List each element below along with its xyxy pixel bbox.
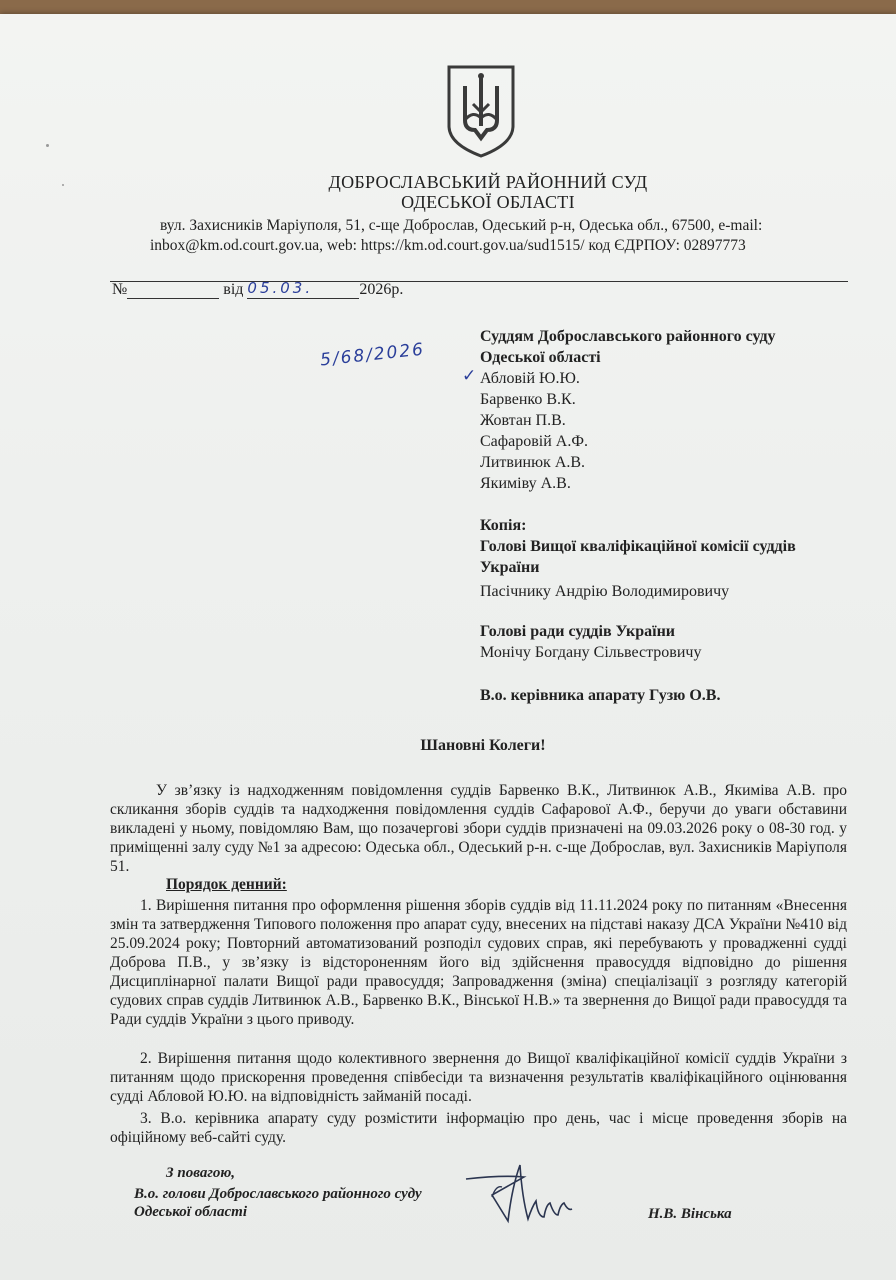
judge-name: Литвинюк А.В.: [480, 454, 586, 471]
copy3-title: В.о. керівника апарату Гузю О.В.: [480, 687, 721, 704]
judge-name: Абловій Ю.Ю.: [480, 370, 580, 387]
addressee-region: Одеської області: [480, 349, 601, 366]
copy1-title-cont: України: [480, 559, 540, 576]
body-paragraph: У зв’язку із надходженням повідомлення суддів Барвенко В.К., Литвинюк А.В., Якиміва А.В. про скликання зборів суддів та надходження повідомлення суддів Сафарової А.Ф., беручи до уваги обставини викладені у ньому, повідомляю Вам, що позачергові збори суддів призначені на 09.03.2026 року о 08-30 год. у приміщенні залу суду №1 за адресою: Одеська обл., Одеський р-н. с-ще Доброслав, вул. Захисників Маріуполя 51.: [110, 782, 847, 875]
date-blank: [247, 279, 359, 299]
agenda-item-1: 1. Вирішення питання про оформлення рішення зборів суддів від 11.11.2024 року по питанням «Внесення змін та затвердження Типового положення про апарат суду, внесених на підставі наказу ДСА України №410 від 25.09.2024 року; Повторний автоматизований розподіл судових справ, які перебувають у провадженні судді Доброва П.В., у зв’язку із відстороненням його від здійснення правосуддя відповідно до рішення Дисциплінарної палати Вищої ради правосуддя; Запровадження (зміна) спеціалізації з розгляду категорій судових справ суддів Литвинюк А.В., Барвенко В.К., Вінської Н.В.» та звернення до Вищої ради правосуддя та Ради суддів України з цього приводу.: [110, 897, 847, 1028]
document-number-line: [112, 279, 403, 299]
signer-position: В.о. голови Доброславського районного суду: [134, 1186, 422, 1202]
copy2-name: Монічу Богдану Сільвестровичу: [480, 644, 702, 661]
greeting: Шановні Колеги!: [420, 737, 546, 754]
copy1-title: Голові Вищої кваліфікаційної комісії суддів: [480, 538, 796, 555]
copy1-name: Пасічнику Андрію Володимировичу: [480, 583, 730, 600]
year-label: 2026р.: [359, 281, 404, 298]
court-name: ДОБРОСЛАВСЬКИЙ РАЙОННИЙ СУД: [328, 172, 648, 192]
document-page: [0, 14, 896, 1280]
addressee-block: [480, 326, 796, 706]
judge-name: Жовтан П.В.: [480, 412, 566, 429]
number-blank: [127, 280, 219, 299]
judge-name: Барвенко В.К.: [480, 391, 576, 408]
handwritten-date: 05.03.: [247, 279, 314, 297]
agenda-title: Порядок денний:: [166, 876, 287, 893]
court-contacts: inbox@km.od.court.gov.ua, web: https://km.od.court.gov.ua/sud1515/ код ЄДРПОУ: 02897773: [150, 237, 746, 254]
speck: [62, 184, 64, 186]
agenda-item-2: 2. Вирішення питання щодо колективного звернення до Вищої кваліфікаційної комісії суддів України з питанням щодо прискорення проведення співбесіди та визначення результатів кваліфікаційного оцінювання судді Абловой Ю.Ю. на відповідність займаній посаді.: [110, 1050, 847, 1105]
judge-name: Сафаровій А.Ф.: [480, 433, 588, 450]
copy2-title: Голові ради суддів України: [480, 623, 676, 640]
court-address: вул. Захисників Маріуполя, 51, с-ще Доброслав, Одеський р-н, Одеська обл., 67500, e-mail:: [160, 217, 763, 234]
closing-phrase: З повагою,: [166, 1165, 236, 1181]
speck: [46, 144, 49, 147]
check-mark: ✓: [462, 366, 477, 386]
handwritten-signature: [462, 1157, 582, 1237]
signer-name: Н.В. Вінська: [648, 1206, 732, 1222]
registration-mark: 5/68/2026: [319, 339, 426, 371]
signer-region: Одеської області: [134, 1204, 247, 1220]
copy-label: Копія:: [480, 517, 527, 534]
agenda-item-3: 3. В.о. керівника апарату суду розмістити інформацію про день, час і місце проведення зборів на офіційному веб-сайті суду.: [110, 1110, 847, 1146]
court-region: ОДЕСЬКОЇ ОБЛАСТІ: [401, 192, 575, 212]
addressee-title: Суддям Доброславського районного суду: [480, 328, 776, 345]
coat-of-arms-icon: [445, 64, 517, 158]
number-label: №: [112, 281, 128, 298]
judge-name: Якиміву А.В.: [480, 475, 571, 492]
date-label: від: [223, 281, 244, 298]
